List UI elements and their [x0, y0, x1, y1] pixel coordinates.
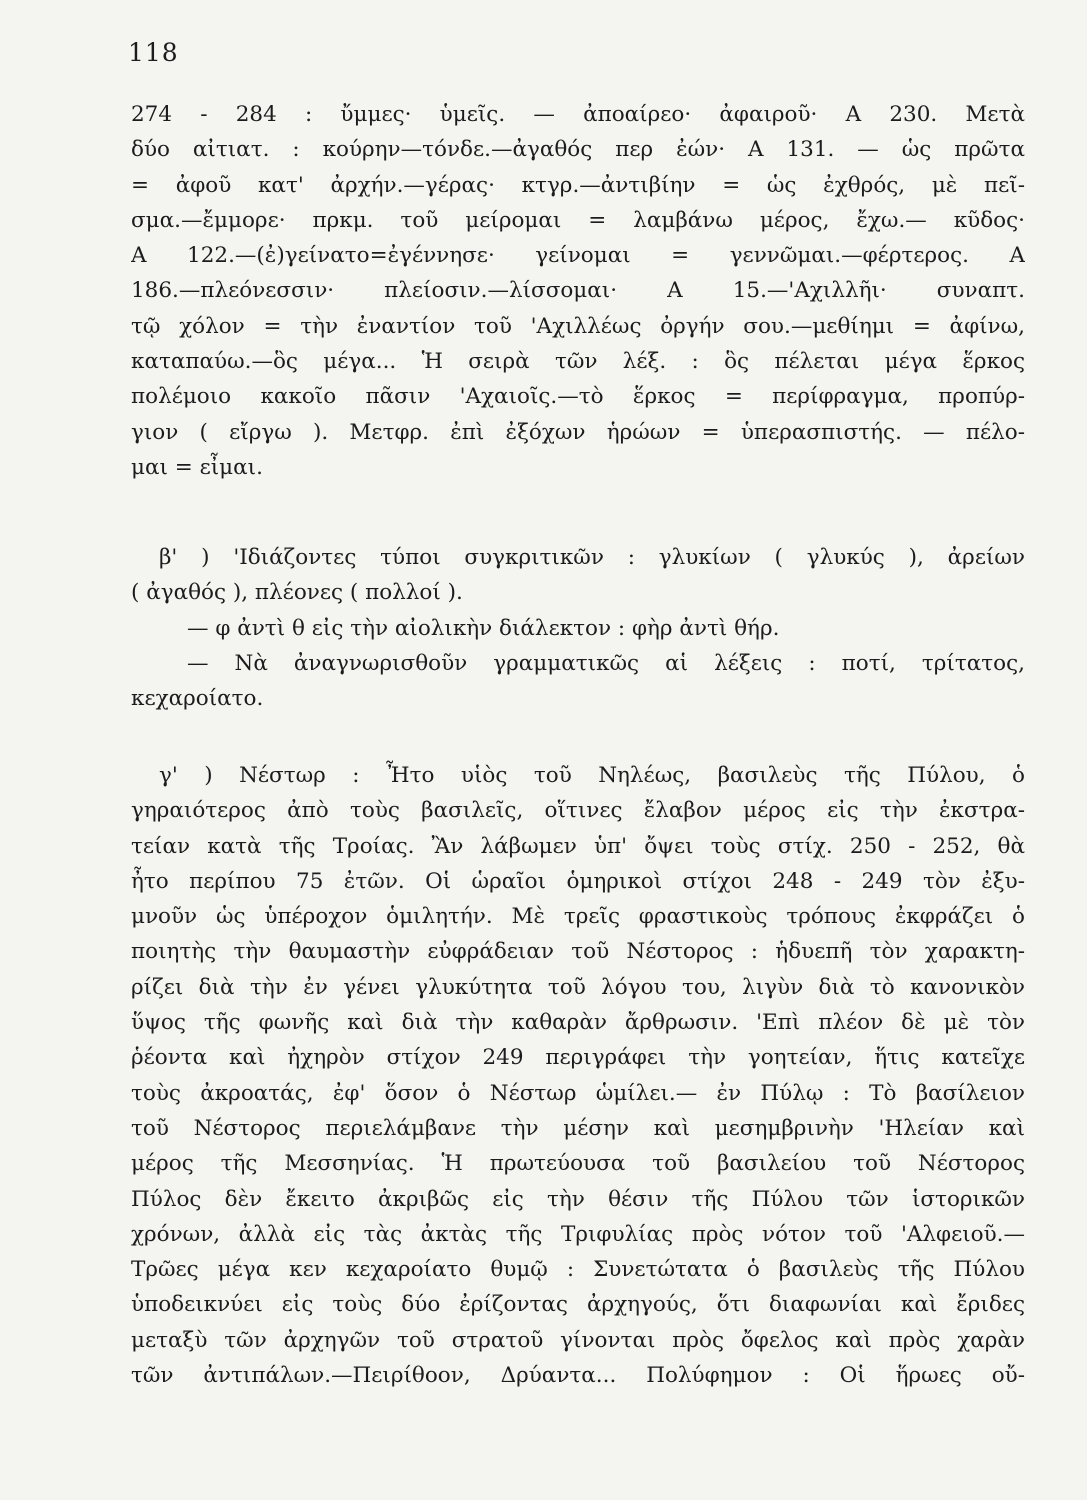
text-line: μεταξὺ τῶν ἀρχηγῶν τοῦ στρατοῦ γίνονται πρὸς ὄφελος καὶ πρὸς χαρὰν [131, 1327, 1025, 1353]
text-line: 186.—πλεόνεσσιν· πλείοσιν.—λίσσομαι· Α 15.—'Αχιλλῆι· συναπτ. [131, 278, 1025, 304]
text-line: ρίζει διὰ τὴν ἐν γένει γλυκύτητα τοῦ λόγου του, λιγὺν διὰ τὸ κανονικὸν [131, 974, 1025, 1000]
text-line: ποιητὴς τὴν θαυμαστὴν εὐφράδειαν τοῦ Νέστορος : ἡδυεπῆ τὸν χαρακτη- [131, 939, 1025, 965]
text-line: κεχαροίατο. [131, 686, 264, 712]
text-line: καταπαύω.—ὃς μέγα... Ἡ σειρὰ τῶν λέξ. : ὃς πέλεται μέγα ἕρκος [131, 349, 1025, 375]
text-line: γηραιότερος ἀπὸ τοὺς βασιλεῖς, οἵτινες ἔλαβον μέρος εἰς τὴν ἐκστρα- [131, 798, 1025, 824]
text-line: ἦτο περίπου 75 ἐτῶν. Οἱ ὡραῖοι ὁμηρικοὶ στίχοι 248 - 249 τὸν ἐξυ- [131, 868, 1025, 894]
text-line: β' ) 'Ιδιάζοντες τύποι συγκριτικῶν : γλυκίων ( γλυκύς ), ἀρείων [159, 545, 1025, 570]
text-line: μαι = εἶμαι. [131, 454, 263, 480]
text-line: = ἀφοῦ κατ' ἀρχήν.—γέρας· κτγρ.—ἀντιβίην = ὡς ἐχθρός, μὲ πεῖ- [131, 172, 1025, 198]
text-line: ῥέοντα καὶ ἠχηρὸν στίχον 249 περιγράφει τὴν γοητείαν, ἥτις κατεῖχε [131, 1045, 1025, 1071]
text-line: τοὺς ἀκροατάς, ἐφ' ὅσον ὁ Νέστωρ ὡμίλει.— ἐν Πύλῳ : Τὸ βασίλειον [131, 1080, 1025, 1106]
text-line: τῷ χόλον = τὴν ἐναντίον τοῦ 'Αχιλλέως ὀργήν σου.—μεθίημι = ἀφίνω, [131, 313, 1025, 339]
commentary-paragraph-beta [131, 540, 1025, 716]
text-line: χρόνων, ἀλλὰ εἰς τὰς ἀκτὰς τῆς Τριφυλίας πρὸς νότον τοῦ 'Αλφειοῦ.— [131, 1221, 1025, 1247]
text-line: ὕψος τῆς φωνῆς καὶ διὰ τὴν καθαρὰν ἄρθρωσιν. 'Επὶ πλέον δὲ μὲ τὸν [131, 1010, 1025, 1036]
text-line: γ' ) Νέστωρ : Ἦτο υἱὸς τοῦ Νηλέως, βασιλεὺς τῆς Πύλου, ὁ [159, 763, 1025, 788]
text-line: Πύλος δὲν ἔκειτο ἀκριβῶς εἰς τὴν θέσιν τῆς Πύλου τῶν ἱστορικῶν [131, 1186, 1025, 1212]
text-line: μνοῦν ὡς ὑπέροχον ὁμιλητήν. Μὲ τρεῖς φραστικοὺς τρόπους ἐκφράζει ὁ [131, 904, 1025, 930]
page-number: 118 [128, 38, 179, 67]
text-line: σμα.—ἔμμορε· πρκμ. τοῦ μείρομαι = λαμβάνω μέρος, ἔχω.— κῦδος· [131, 207, 1025, 233]
text-line: ὑποδεικνύει εἰς τοὺς δύο ἐρίζοντας ἀρχηγούς, ὅτι διαφωνίαι καὶ ἔριδες [131, 1292, 1025, 1318]
text-line: — φ ἀντὶ θ εἰς τὴν αἰολικὴν διάλεκτον : φὴρ ἀντὶ θήρ. [187, 615, 780, 641]
text-line: τοῦ Νέστορος περιελάμβανε τὴν μέσην καὶ μεσημβρινὴν 'Ηλείαν καὶ [131, 1115, 1025, 1141]
text-line: τείαν κατὰ τῆς Τροίας. Ἂν λάβωμεν ὑπ' ὄψει τοὺς στίχ. 250 - 252, θὰ [131, 833, 1025, 859]
commentary-paragraph-gamma [131, 758, 1025, 1393]
text-line: ( ἀγαθός ), πλέονες ( πολλοί ). [131, 580, 463, 606]
text-line: πολέμοιο κακοῖο πᾶσιν 'Αχαιοῖς.—τὸ ἕρκος = περίφραγμα, προπύρ- [131, 384, 1025, 410]
text-line: τῶν ἀντιπάλων.—Πειρίθοον, Δρύαντα... Πολύφημον : Οἱ ἥρωες οὔ- [131, 1363, 1025, 1389]
text-line: γιον ( εἴργω ). Μετφρ. ἐπὶ ἐξόχων ἡρώων = ὑπερασπιστής. — πέλο- [131, 419, 1025, 445]
text-line: 274 - 284 : ὔμμες· ὑμεῖς. — ἀποαίρεο· ἀφαιροῦ· Α 230. Μετὰ [131, 102, 1025, 127]
text-line: μέρος τῆς Μεσσηνίας. Ἡ πρωτεύουσα τοῦ βασιλείου τοῦ Νέστορος [131, 1151, 1025, 1177]
text-line: Τρῶες μέγα κεν κεχαροίατο θυμῷ : Συνετώτατα ὁ βασιλεὺς τῆς Πύλου [131, 1257, 1025, 1283]
text-line: Α 122.—(ἐ)γείνατο=ἐγέννησε· γείνομαι = γεννῶμαι.—φέρτερος. Α [131, 243, 1025, 269]
commentary-paragraph-274-284 [131, 97, 1025, 485]
text-line: — Νὰ ἀναγνωρισθοῦν γραμματικῶς αἱ λέξεις : ποτί, τρίτατος, [187, 650, 1025, 676]
text-line: δύο αἰτιατ. : κούρην—τόνδε.—ἀγαθός περ ἐών· Α 131. — ὡς πρῶτα [131, 137, 1025, 163]
